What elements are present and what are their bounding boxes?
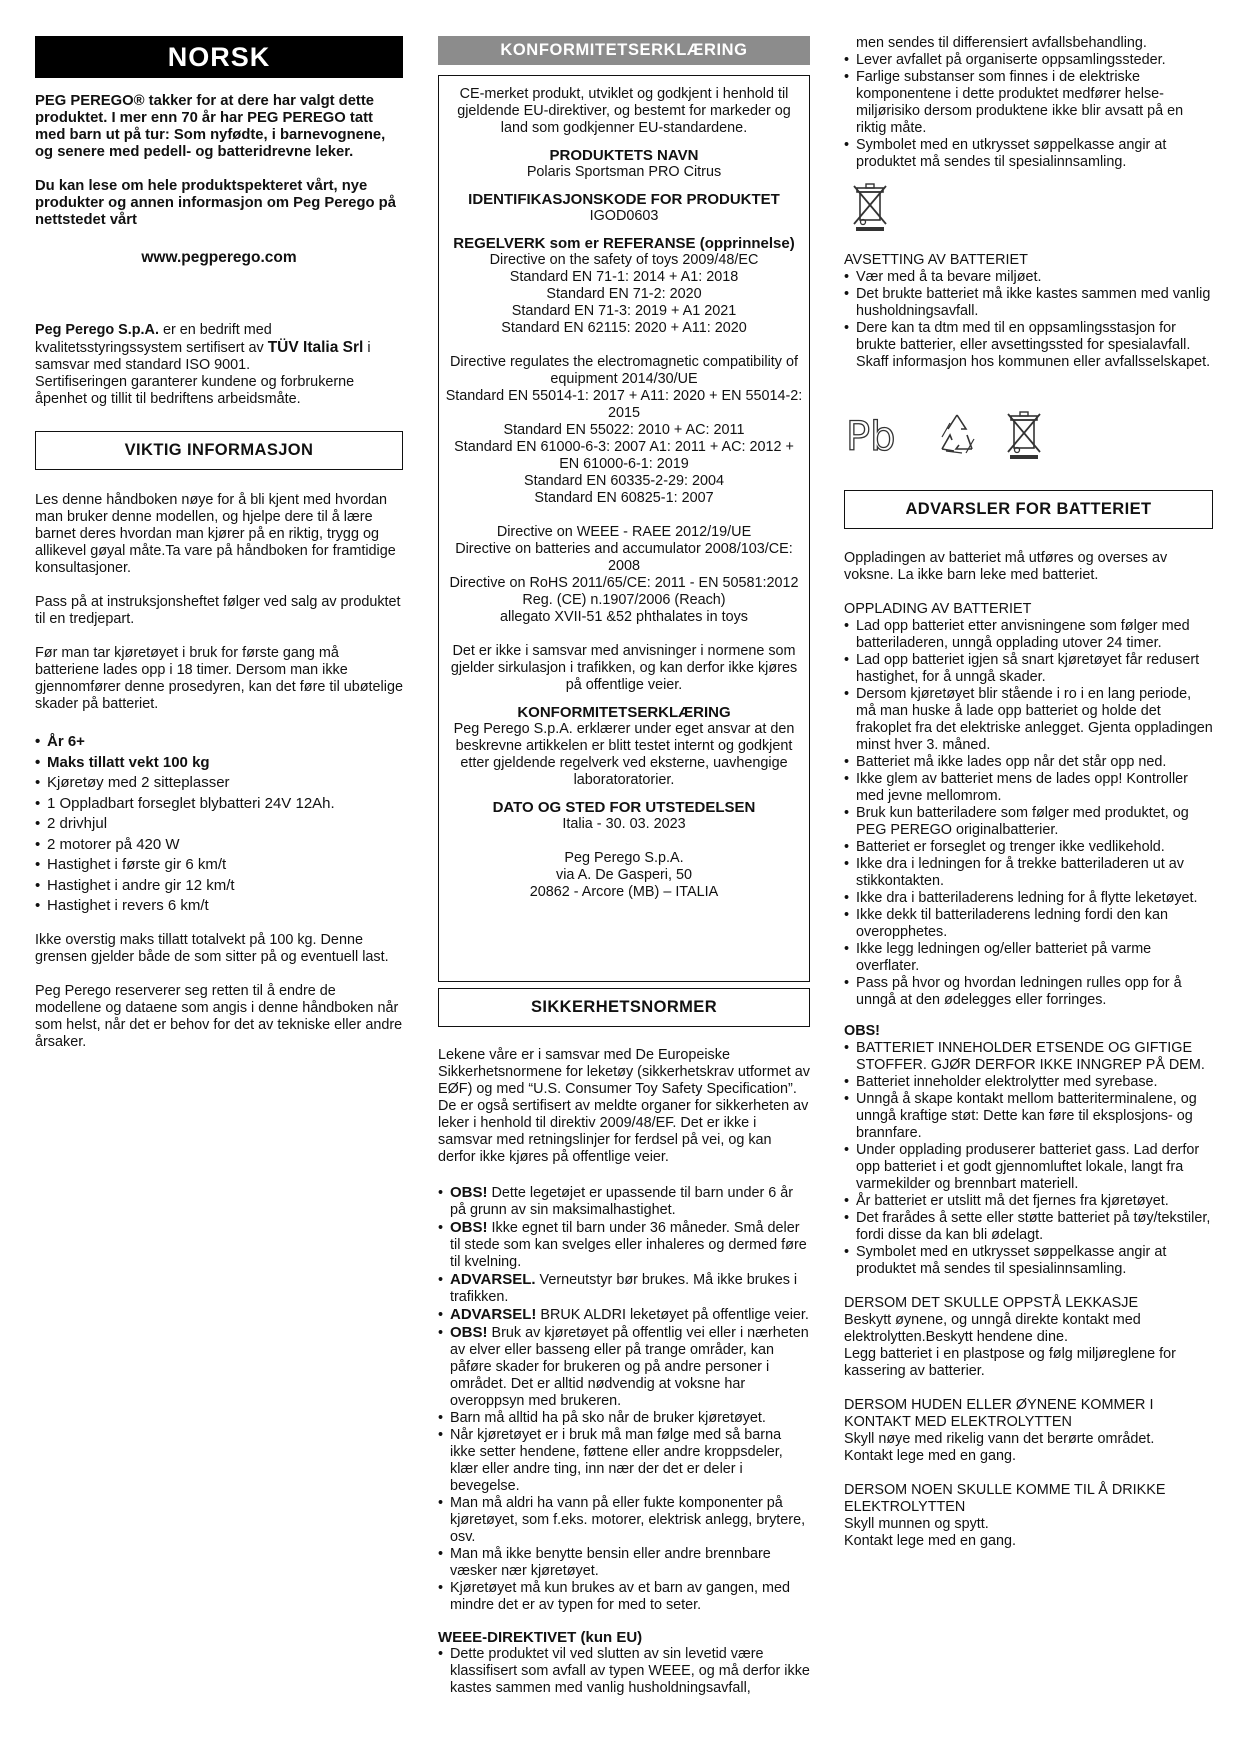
weee-cont-item: • Symbolet med en utkrysset søppelkasse angir at produktet må sendes til spesialinnsamling. [844, 137, 1213, 171]
ce-text: CE-merket produkt, utviklet og godkjent i henhold til gjeldende EU-direktiver, og bestemt for markeder og land som godkjenner EU-standardene. [457, 86, 791, 136]
spec-item: • 2 drivhjul [35, 815, 403, 832]
obs-item: • Symbolet med en utkrysset søppelkasse angir at produktet må sendes til spesialinnsamling. [844, 1244, 1213, 1278]
charge-item: • Ikke dekk til batteriladerens ledning fordi den kan overopphetes. [844, 907, 1213, 941]
skin-text: Skyll nøye med rikelig vann det berørte området. [844, 1431, 1155, 1447]
battery-disposal [844, 252, 1213, 371]
safety-item [438, 1546, 810, 1580]
drink-label: DERSOM NOEN SKULLE KOMME TIL Å DRIKKE ELEKTROLYTTEN [844, 1482, 1166, 1515]
charge-item: • Ikke dra i batteriladerens ledning for å flytte leketøyet. [844, 890, 1213, 907]
obs-item: • BATTERIET INNEHOLDER ETSENDE OG GIFTIGE STOFFER. GJØR DERFOR IKKE INNGREP PÅ DEM. [844, 1040, 1213, 1074]
safety-item-text: Barn må alltid ha på sko når de bruker kjøretøyet. [450, 1410, 766, 1426]
declaration-label: KONFORMITETSERKLÆRING [517, 704, 731, 721]
safety-item-lead: ADVARSEL. [450, 1271, 536, 1288]
safety-item-lead: OBS! [450, 1219, 488, 1236]
regulation-line: Standard EN 71-2: 2020 [546, 286, 702, 302]
disposal-item: • Vær med å ta bevare miljøet. [844, 269, 1213, 286]
weee-label: WEEE-DIREKTIVET (kun EU) [438, 1629, 643, 1646]
company-text-3: Sertifiseringen garanterer kundene og forbrukerne åpenhet og tillit til bedriftens arbeidsmåte. [35, 374, 355, 407]
regulation-line: Directive on the safety of toys 2009/48/EC [489, 252, 759, 268]
safety-item-text: BRUK ALDRI leketøyet på offentlige veier. [536, 1307, 809, 1323]
paragraph-resale: Pass på at instruksjonsheftet følger ved salg av produktet til en tredjepart. [35, 594, 401, 627]
safety-item [438, 1495, 810, 1546]
regulation-line: Reg. (CE) n.1907/2006 (Reach) [522, 592, 726, 608]
company-name: Peg Perego S.p.A. [35, 322, 159, 338]
heading-conformity: KONFORMITETSERKLÆRING [438, 36, 810, 65]
safety-list [438, 1184, 810, 1614]
recycle-icon [932, 409, 982, 459]
spec-list [35, 733, 403, 914]
leak-text: Legg batteriet i en plastpose og følg miljøreglene for kassering av batterier. [844, 1346, 1176, 1379]
battery-warnings-body [844, 550, 1213, 1550]
safety-item [438, 1219, 810, 1271]
intro-website-info: Du kan lese om hele produktspekteret vårt, nye produkter og annen informasjon om Peg Perego på nettstedet vårt [35, 178, 396, 228]
charge-item: • Batteriet må ikke lades opp når det står opp ned. [844, 754, 1213, 771]
regulation-line: Standard EN 71-1: 2014 + A1: 2018 [509, 269, 739, 285]
lead-pb-label: Pb [846, 414, 896, 458]
date-text: Italia - 30. 03. 2023 [562, 816, 686, 832]
product-name-label: PRODUKTETS NAVN [549, 147, 699, 164]
traffic-note: Det er ikke i samsvar med anvisninger i normene som gjelder sirkulasjon i trafikken, og kan derfor ikke kjøres på offentlige veier. [450, 643, 798, 693]
website-link[interactable]: www.pegperego.com [141, 249, 297, 266]
disposal-label: AVSETTING AV BATTERIET [844, 252, 1028, 268]
safety-item-lead: OBS! [450, 1184, 488, 1201]
paragraph-reserve-rights: Peg Perego reserverer seg retten til å endre de modellene og dataene som angis i denne håndboken når som helst, når det er behov for det av tekniske eller andre årsaker. [35, 982, 403, 1050]
spec-item: • 1 Oppladbart forseglet blybatteri 24V 12Ah. [35, 795, 403, 812]
battery-intro: Oppladingen av batteriet må utføres og overses av voksne. La ikke barn leke med batteriet. [844, 550, 1168, 583]
crossed-bin-icon [1004, 408, 1044, 460]
intro-thanks: PEG PEREGO® takker for at dere har valgt dette produktet. I mer enn 70 år har PEG PEREGO tatt med barn ut på tur: Som nyfødte, i barnevognene, og senere med pedell- og batteridrevne leker. [35, 93, 386, 160]
safety-item-text: Ikke egnet til barn under 36 måneder. Små deler til stede som kan svelges eller inhaleres og dermed føre til kvelning. [450, 1220, 807, 1270]
safety-item-lead: OBS! [450, 1324, 488, 1341]
regulation-line: allegato XVII-51 &52 phthalates in toys [500, 609, 748, 625]
company-info [35, 322, 403, 408]
regulation-line: Standard EN 62115: 2020 + A11: 2020 [501, 320, 747, 336]
safety-item-text: Kjøretøyet må kun brukes av et barn av gangen, med mindre det er av typen for med to seter. [450, 1580, 790, 1613]
safety-item [438, 1427, 810, 1495]
paragraph-read-manual: Les denne håndboken nøye for å bli kjent med hvordan man bruker denne modellen, og hjelpe dere til å lære barnet deres hvordan man kjører på en riktig, trygg og allikevel gøyal måte.Ta vare på håndboken for framtidige konsultasjoner. [35, 492, 396, 576]
spec-item: • Hastighet i andre gir 12 km/t [35, 877, 403, 894]
id-code-label: IDENTIFIKASJONSKODE FOR PRODUKTET [468, 191, 780, 208]
declaration-text: Peg Perego S.p.A. erklærer under eget ansvar at den beskrevne artikkelen er blitt testet internt og godkjent etter gjeldende regelverk ved eksterne, uavhengige laboratoratorier. [453, 721, 795, 788]
safety-item [438, 1580, 810, 1614]
charge-item: • Lad opp batteriet igjen så snart kjøretøyet får redusert hastighet, for å unngå skader. [844, 652, 1213, 686]
safety-item-text: Når kjøretøyet er i bruk må man følge med så barna ikke setter hendene, føttene eller andre kroppsdeler, klær eller andre ting, inn nær der det er deler i bevegelse. [450, 1427, 783, 1494]
leak-text: Beskytt øynene, og unngå direkte kontakt med elektrolytten.Beskytt hendene dine. [844, 1312, 1141, 1345]
charge-item: • Ikke legg ledningen og/eller batteriet på varme overflater. [844, 941, 1213, 975]
company-cert: TÜV Italia Srl [267, 339, 364, 356]
heading-battery-warnings: ADVARSLER FOR BATTERIET [844, 490, 1213, 529]
regulation-line: Standard EN 61000-6-3: 2007 A1: 2011 + AC: 2012 + EN 61000-6-1: 2019 [454, 439, 794, 472]
safety-item-text: Man må aldri ha vann på eller fukte komponenter på kjøretøyet, som f.eks. motorer, elektrisk anlegg, brytere, osv. [450, 1495, 806, 1545]
disposal-item: • Det brukte batteriet må ikke kastes sammen med vanlig husholdningsavfall. [844, 286, 1213, 320]
paragraph-max-weight: Ikke overstig maks tillatt totalvekt på 100 kg. Denne grensen gjelder både de som sitter på og eventuell last. [35, 931, 389, 965]
disposal-item: • Dere kan ta dtm med til en oppsamlingsstasjon for brukte batterier, eller avsettingssted for spesialavfall. Skaff informasjon hos kommunen eller avfallsselskapet. [844, 320, 1213, 371]
safety-item-text: Bruk av kjøretøyet på offentlig vei eller i nærheten av elver eller basseng eller på trange områder, kan påføre skader for brukeren og på andre personer i området. Det er alltid nødvendig at voksne har overoppsyn med brukeren. [450, 1325, 809, 1409]
obs-item: • Unngå å skape kontakt mellom batteriterminalene, og unngå kraftige støt: Dette kan føre til eksplosjons- og brannfare. [844, 1091, 1213, 1142]
regulation-line: Directive on batteries and accumulator 2008/103/CE: 2008 [455, 541, 793, 574]
safety-item-text: Dette legetøjet er upassende til barn under 6 år på grunn av sin maksimalhastighet. [450, 1185, 794, 1218]
address-line: Peg Perego S.p.A. [564, 850, 684, 866]
safety-item-text: Man må ikke benytte bensin eller andre brennbare væsker nær kjøretøyet. [450, 1546, 771, 1579]
lead-pb-icon [844, 410, 910, 458]
obs-item: • Det frarådes å sette eller støtte batteriet på tøy/tekstiler, fordi disse da kan bli ødelagt. [844, 1210, 1213, 1244]
spec-item: • Hastighet i første gir 6 km/t [35, 856, 403, 873]
page-title: NORSK [35, 36, 403, 78]
company-text-1: er en bedrift med kvalitetsstyringssystem sertifisert av [35, 322, 272, 356]
charge-item: • Lad opp batteriet etter anvisningene som følger med batteriladeren, unngå opplading utover 24 timer. [844, 618, 1213, 652]
safety-item-text: Verneutstyr bør brukes. Må ikke brukes i trafikken. [450, 1272, 798, 1305]
product-name: Polaris Sportsman PRO Citrus [526, 164, 722, 180]
conformity-box [438, 75, 810, 982]
spec-item: • 2 motorer på 420 W [35, 836, 403, 853]
safety-item [438, 1271, 810, 1306]
regulations-label: REGELVERK som er REFERANSE (opprinnelse) [453, 235, 795, 252]
spec-item: • Hastighet i revers 6 km/t [35, 897, 403, 914]
charge-item: • Bruk kun batteriladere som følger med produktet, og PEG PEREGO originalbatterier. [844, 805, 1213, 839]
regulation-line: Standard EN 60335-2-29: 2004 [523, 473, 724, 489]
regulation-line: Directive on RoHS 2011/65/CE: 2011 - EN 50581:2012 [449, 575, 799, 591]
regulation-line: Standard EN 55022: 2010 + AC: 2011 [503, 422, 745, 438]
weee-cont-item: • Farlige substanser som finnes i de elektriske komponentene i dette produktet medfører helse-miljørisiko dersom produktene ikke blir avsatt på en riktig måte. [844, 69, 1213, 137]
id-code: IGOD0603 [589, 208, 659, 224]
spec-item: • Kjøretøy med 2 sitteplasser [35, 774, 403, 791]
charge-list [844, 618, 1213, 1009]
regulation-line: Standard EN 60825-1: 2007 [534, 490, 714, 506]
spec-item: • Maks tillatt vekt 100 kg [35, 754, 403, 771]
charge-item: • Ikke dra i ledningen for å trekke batteriladeren ut av stikkontakten. [844, 856, 1213, 890]
disposal-symbols [844, 408, 1044, 460]
safety-item [438, 1324, 810, 1410]
regulation-line: Directive on WEEE - RAEE 2012/19/UE [496, 524, 752, 540]
safety-item [438, 1306, 810, 1324]
skin-label: DERSOM HUDEN ELLER ØYNENE KOMMER I KONTAKT MED ELEKTROLYTTEN [844, 1397, 1154, 1430]
weee-continued [844, 35, 1213, 171]
weee-list [438, 1646, 810, 1697]
obs-item: • År batteriet er utslitt må det fjernes fra kjøretøyet. [844, 1193, 1213, 1210]
obs-item: • Under opplading produserer batteriet gass. Lad derfor opp batteriet i et godt gjennomluftet lokale, langt fra varmekilder og brennbart materiell. [844, 1142, 1213, 1193]
drink-text: Skyll munnen og spytt. [844, 1516, 989, 1532]
leak-label: DERSOM DET SKULLE OPPSTÅ LEKKASJE [844, 1295, 1139, 1311]
address-line: 20862 - Arcore (MB) – ITALIA [529, 884, 719, 900]
charge-item: • Batteriet er forseglet og trenger ikke vedlikehold. [844, 839, 1213, 856]
crossed-bin-icon [850, 180, 890, 232]
skin-text: Kontakt lege med en gang. [844, 1448, 1017, 1464]
regulation-line: Directive regulates the electromagnetic compatibility of equipment 2014/30/UE [450, 354, 798, 387]
obs-list [844, 1040, 1213, 1278]
heading-important-info: VIKTIG INFORMASJON [35, 431, 403, 470]
company-text-2: i samsvar med standard ISO 9001. [35, 340, 371, 373]
regulation-line: Standard EN 55014-1: 2017 + A11: 2020 + EN 55014-2: 2015 [445, 388, 803, 421]
charge-label: OPPLADING AV BATTERIET [844, 601, 1032, 617]
safety-item [438, 1184, 810, 1219]
regulation-line: Standard EN 71-3: 2019 + A1 2021 [511, 303, 737, 319]
charge-item: • Dersom kjøretøyet blir stående i ro i en lang periode, må man huske å lade opp batteriet og holde det frakoplet fra det elektriske anlegget. Gjenta oppladingen minst hver 3. måned. [844, 686, 1213, 754]
safety-item [438, 1410, 810, 1427]
obs-label: OBS! [844, 1023, 880, 1039]
paragraph-first-charge: Før man tar kjøretøyet i bruk for første gang må batteriene lades opp i 18 timer. Dersom man ikke gjennomfører denne prosedyren, kan det føre til ubøtelige skader på batteriet. [35, 645, 403, 712]
weee-cont-line: men sendes til differensiert avfallsbehandling. [856, 35, 1147, 51]
spec-item: • År 6+ [35, 733, 403, 750]
obs-item: • Batteriet inneholder elektrolytter med syrebase. [844, 1074, 1213, 1091]
intro-text [35, 93, 403, 266]
important-info-body [35, 492, 403, 1051]
weee-item: • Dette produktet vil ved slutten av sin levetid være klassifisert som avfall av typen WEEE, og må derfor ikke kastes sammen med vanlig husholdningsavfall, [438, 1646, 810, 1697]
safety-intro: Lekene våre er i samsvar med De Europeiske Sikkerhetsnormene for leketøy (sikkerhetskrav utformet av EØF) og med “U.S. Consumer Toy Safety Specification”. De er også sertifisert av meldte organer for sikkerheten av leker i henhold til direktiv 2009/48/EF. Det er ikke i samsvar med retningslinjer for ferdsel på vei, og kan derfor ikke kjøres på offentlige veier. [438, 1047, 810, 1165]
weee-cont-item: • Lever avfallet på organiserte oppsamlingssteder. [844, 52, 1213, 69]
drink-text: Kontakt lege med en gang. [844, 1533, 1017, 1549]
charge-item: • Ikke glem av batteriet mens de lades opp! Kontroller med jevne mellomrom. [844, 771, 1213, 805]
address-line: via A. De Gasperi, 50 [556, 867, 692, 883]
charge-item: • Pass på hvor og hvordan ledningen rulles opp for å unngå at den ødelegges eller forringes. [844, 975, 1213, 1009]
safety-item-lead: ADVARSEL! [450, 1306, 537, 1323]
safety-body [438, 1047, 810, 1697]
heading-safety: SIKKERHETSNORMER [438, 988, 810, 1027]
date-label: DATO OG STED FOR UTSTEDELSEN [492, 799, 756, 816]
